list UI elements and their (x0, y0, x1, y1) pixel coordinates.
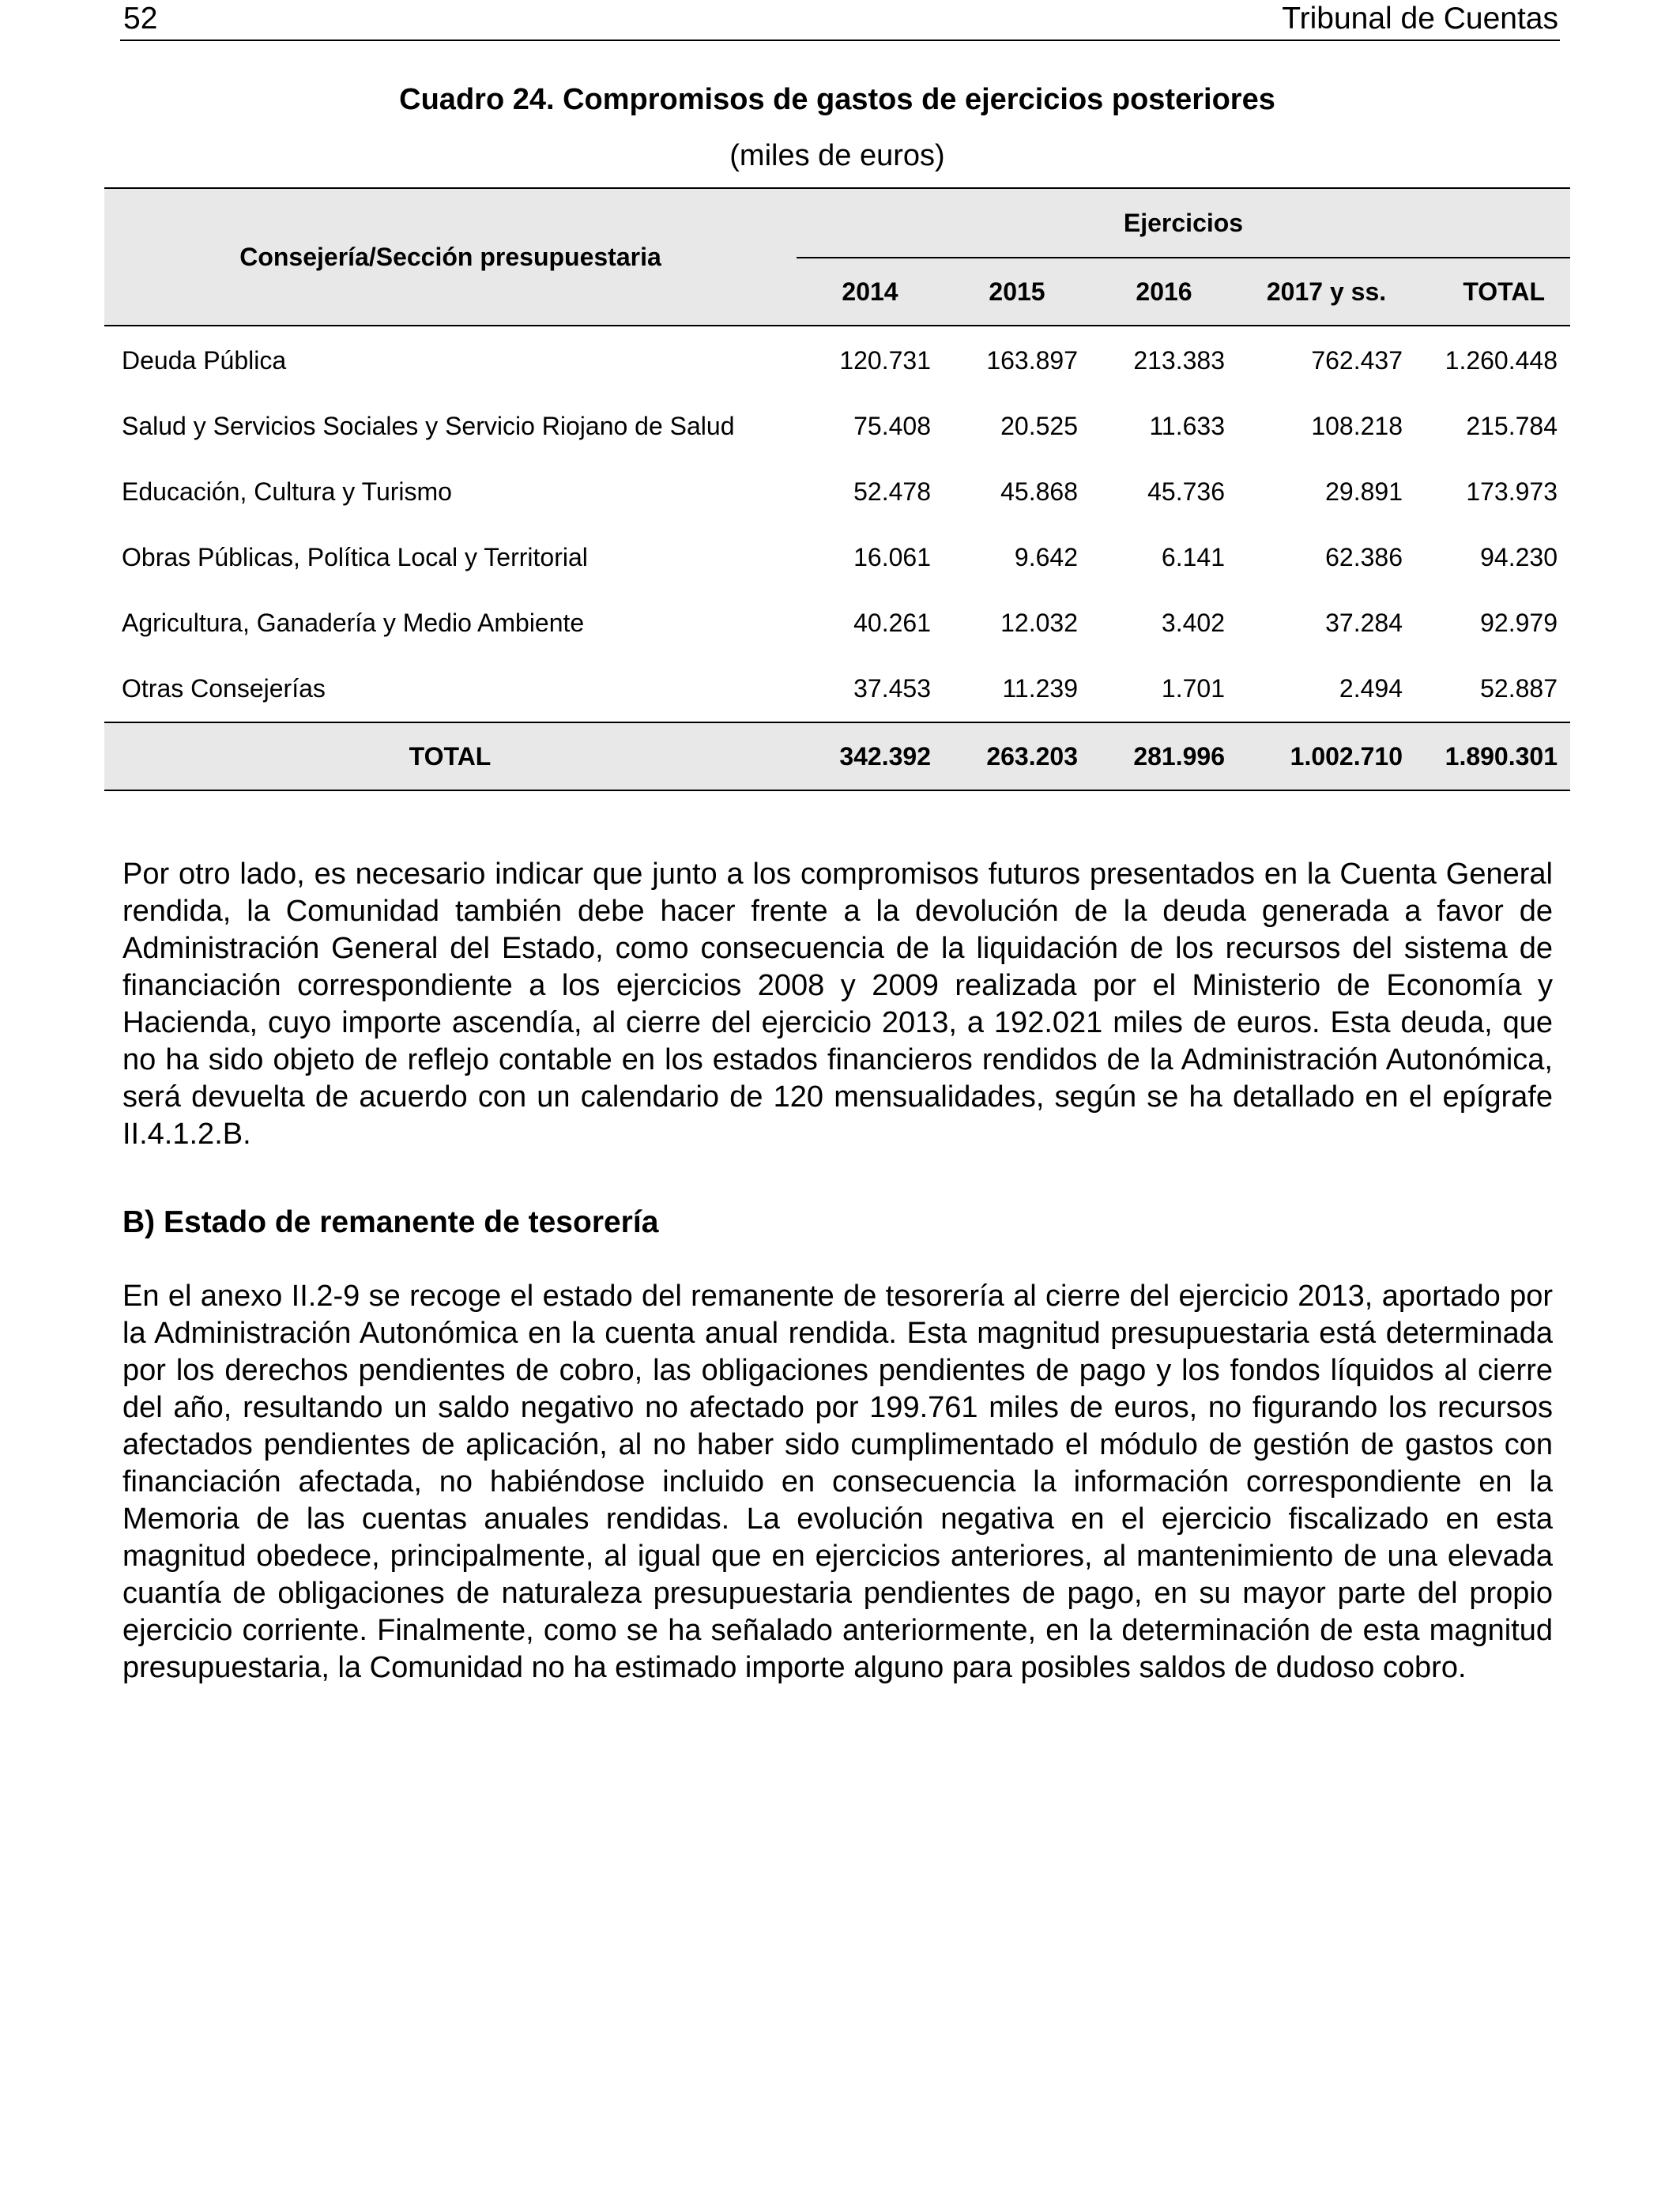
cell-value: 29.891 (1325, 477, 1403, 506)
cell-value: 20.525 (1000, 412, 1078, 440)
cell-value: 92.979 (1480, 609, 1558, 637)
cell-value: 52.887 (1480, 674, 1558, 703)
cell-value: 2.494 (1339, 674, 1403, 703)
cell-value: 75.408 (853, 412, 931, 440)
cell-value: 6.141 (1161, 543, 1225, 571)
cell-value: 3.402 (1161, 609, 1225, 637)
section-heading: B) Estado de remanente de tesorería (122, 1205, 659, 1239)
table-title: Cuadro 24. Compromisos de gastos de ejercicios posteriores (399, 83, 1275, 116)
cell-value: 52.478 (853, 477, 931, 506)
table-row (104, 525, 1570, 590)
table-subtitle: (miles de euros) (729, 139, 945, 172)
cell-value: 163.897 (986, 346, 1078, 375)
column-header-section: Consejería/Sección presupuestaria (104, 188, 797, 326)
row-label: Salud y Servicios Sociales y Servicio Riojano de Salud (122, 412, 735, 440)
total-value: 263.203 (944, 722, 1090, 790)
total-value: 1.002.710 (1237, 722, 1415, 790)
cell-value: 1.701 (1161, 674, 1225, 703)
row-label: Obras Públicas, Política Local y Territorial (122, 543, 588, 571)
page-header (120, 0, 1560, 41)
cell-value: 213.383 (1133, 346, 1225, 375)
cell-value: 37.453 (853, 674, 931, 703)
table-row (104, 326, 1570, 394)
column-header-year: 2014 (797, 258, 944, 326)
cell-value: 120.731 (839, 346, 931, 375)
cell-value: 16.061 (853, 543, 931, 571)
page-number: 52 (123, 2, 158, 36)
cell-value: 11.239 (1002, 674, 1078, 703)
column-group-header: Ejercicios (797, 188, 1570, 258)
table-row (104, 394, 1570, 459)
paragraph-treasury-remnant: En el anexo II.2-9 se recoge el estado del remanente de tesorería al cierre del ejercicio 2013, aportado por la Administración Autonómica en la cuenta anual rendida. Esta magnitud presupuestaria está determinada por los derechos pendientes de cobro, las obligaciones pendientes de pago y los fondos líquidos al cierre del año, resultando un saldo negativo no afectado por 199.761 miles de euros, no figurando los recursos afectados pendientes de aplicación, al no haber sido cumplimentado el módulo de gestión de gastos con financiación afectada, no habiéndose incluido en consecuencia la información correspondiente en la Memoria de las cuentas anuales rendidas. La evolución negativa en el ejercicio fiscalizado en esta magnitud obedece, principalmente, al igual que en ejercicios anteriores, al mantenimiento de una elevada cuantía de obligaciones de naturaleza presupuestaria pendientes de pago, en su mayor parte del propio ejercicio corriente. Finalmente, como se ha señalado anteriormente, en la determinación de esta magnitud presupuestaria, la Comunidad no ha estimado importe alguno para posibles saldos de dudoso cobro. (122, 1280, 1553, 1684)
total-value: 342.392 (797, 722, 944, 790)
cell-value: 215.784 (1466, 412, 1558, 440)
cell-value: 11.633 (1149, 412, 1225, 440)
total-row (104, 722, 1570, 790)
column-header-total: TOTAL (1415, 258, 1570, 326)
column-header-year: 2017 y ss. (1237, 258, 1415, 326)
cell-value: 12.032 (1000, 609, 1078, 637)
cell-value: 62.386 (1325, 543, 1403, 571)
row-label: Deuda Pública (122, 346, 287, 375)
cell-value: 40.261 (853, 609, 931, 637)
total-value: 1.890.301 (1415, 722, 1570, 790)
row-label: Otras Consejerías (122, 674, 326, 703)
cell-value: 37.284 (1325, 609, 1403, 637)
column-header-year: 2016 (1090, 258, 1237, 326)
total-value: 281.996 (1090, 722, 1237, 790)
row-label: Educación, Cultura y Turismo (122, 477, 452, 506)
cell-value: 1.260.448 (1445, 346, 1558, 375)
cell-value: 108.218 (1311, 412, 1403, 440)
total-label: TOTAL (104, 722, 797, 790)
cell-value: 9.642 (1014, 543, 1078, 571)
commitments-table (104, 187, 1570, 791)
organization-name: Tribunal de Cuentas (1282, 2, 1558, 36)
cell-value: 45.736 (1147, 477, 1225, 506)
table-row (104, 590, 1570, 656)
column-header-year: 2015 (944, 258, 1090, 326)
table-row (104, 459, 1570, 525)
cell-value: 762.437 (1311, 346, 1403, 375)
cell-value: 94.230 (1480, 543, 1558, 571)
cell-value: 173.973 (1466, 477, 1558, 506)
row-label: Agricultura, Ganadería y Medio Ambiente (122, 609, 585, 637)
cell-value: 45.868 (1000, 477, 1078, 506)
paragraph-debt-return: Por otro lado, es necesario indicar que junto a los compromisos futuros presentados en la Cuenta General rendida, la Comunidad también debe hacer frente a la devolución de la deuda generada a favor de Administración General del Estado, como consecuencia de la liquidación de los recursos del sistema de financiación correspondiente a los ejercicios 2008 y 2009 realizada por el Ministerio de Economía y Hacienda, cuyo importe ascendía, al cierre del ejercicio 2013, a 192.021 miles de euros. Esta deuda, que no ha sido objeto de reflejo contable en los estados financieros rendidos de la Administración Autonómica, será devuelta de acuerdo con un calendario de 120 mensualidades, según se ha detallado en el epígrafe II.4.1.2.B. (122, 858, 1553, 1151)
table-row (104, 656, 1570, 722)
